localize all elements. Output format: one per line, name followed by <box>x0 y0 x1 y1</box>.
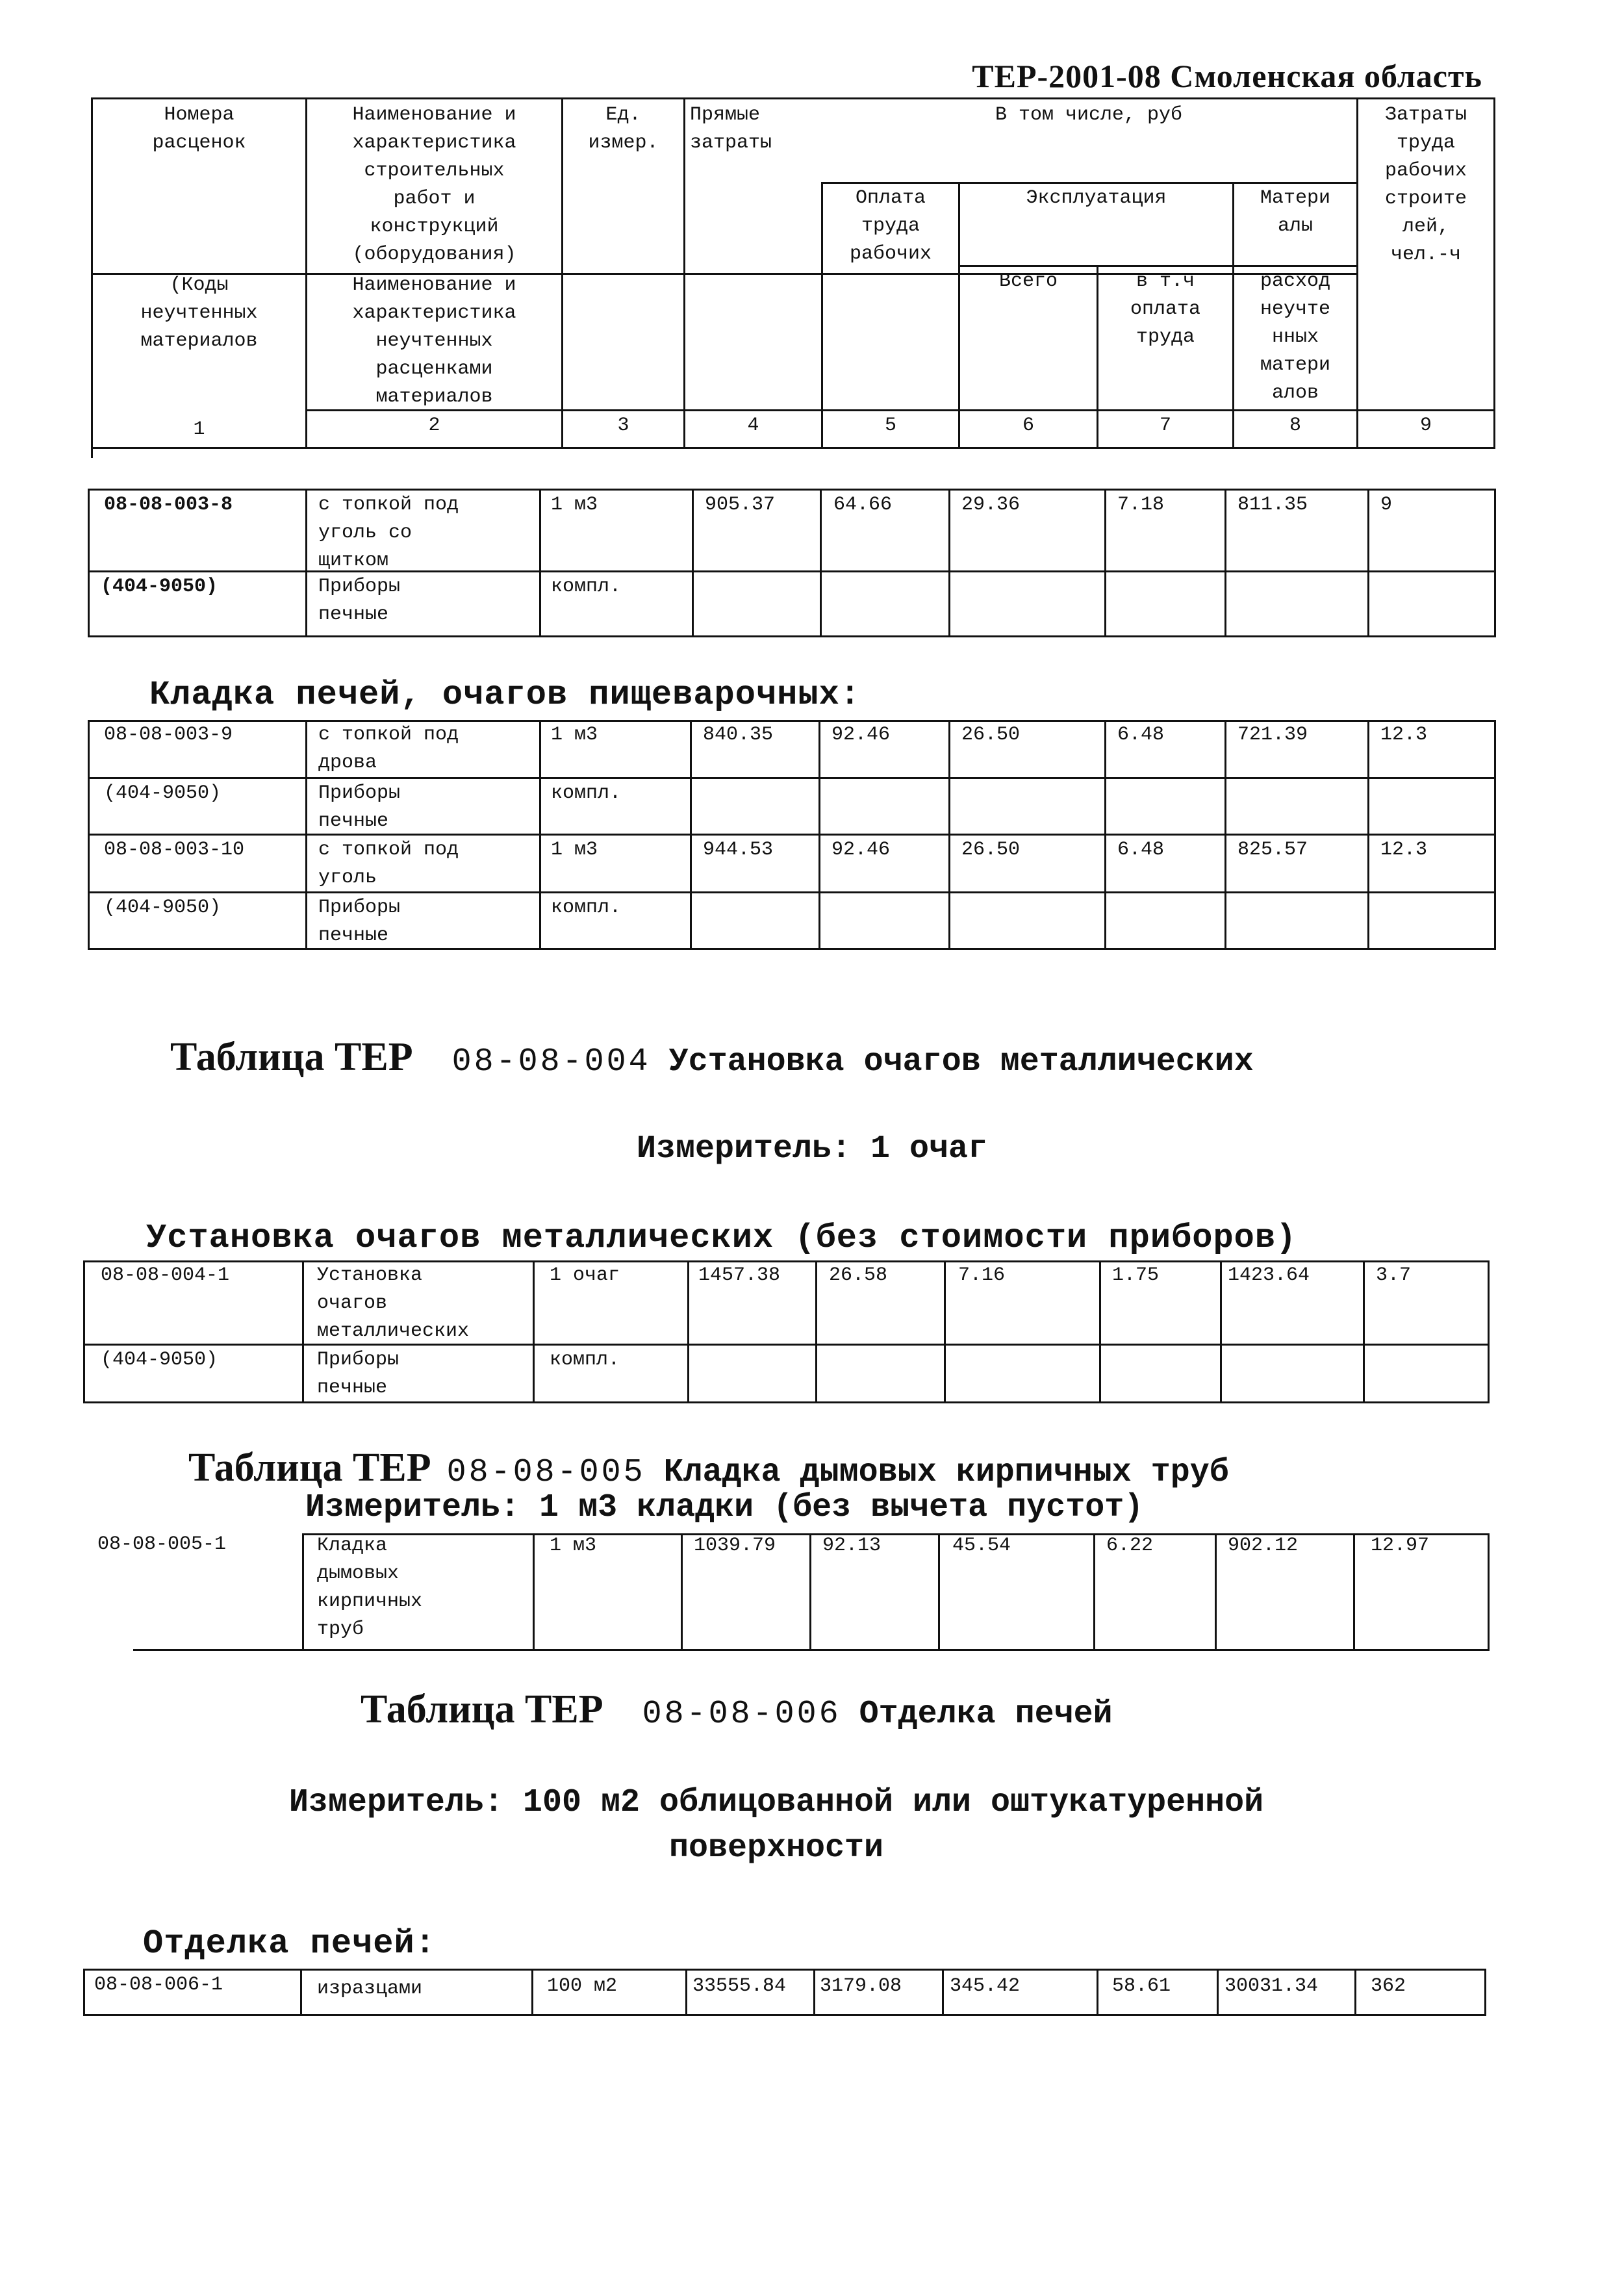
worker-hours: 12.97 <box>1371 1535 1430 1557</box>
material-name-l2: печные <box>317 1377 388 1399</box>
section-heading-hearths: Установка очагов металлических (без стоимости приборов) <box>146 1219 1297 1257</box>
table-code: 08-08-006 <box>642 1696 841 1733</box>
header-col6: Всего <box>998 270 1058 292</box>
materials: 825.57 <box>1237 839 1308 861</box>
rate-code: 08-08-003-10 <box>104 839 245 861</box>
header-col2-top-l3: строительных <box>364 160 505 182</box>
table-label: Таблица ТЕР <box>188 1446 431 1490</box>
header-col1-top-l1: Номера <box>164 104 235 126</box>
table-005-title <box>188 1445 1229 1491</box>
col-number-9: 9 <box>1419 415 1432 437</box>
work-name-l2: очагов <box>317 1292 388 1314</box>
header-col5-l3: рабочих <box>849 243 932 265</box>
table-004-measure: Измеритель: 1 очаг <box>636 1131 988 1168</box>
header-col2-bottom-l2: характеристика <box>352 302 516 324</box>
material-code: (404-9050) <box>104 782 222 804</box>
material-name-l1: Приборы <box>318 782 401 804</box>
work-name-l3: щитком <box>318 550 389 572</box>
unit: 1 м3 <box>550 1535 597 1557</box>
material-name-l2: печные <box>318 604 389 626</box>
labor-wages: 26.58 <box>829 1264 888 1286</box>
header-col4-l2: затраты <box>690 132 772 154</box>
work-name-l2: уголь со <box>318 522 412 544</box>
exploitation-labor: 6.48 <box>1117 724 1165 746</box>
worker-hours: 12.3 <box>1380 839 1428 861</box>
exploitation-labor: 6.22 <box>1106 1535 1154 1557</box>
header-col9-l5: лей, <box>1402 216 1449 238</box>
table-label: Таблица ТЕР <box>361 1687 603 1731</box>
work-name-l1: Кладка <box>317 1535 388 1557</box>
work-name-l1: Установка <box>317 1264 423 1286</box>
col-number-3: 3 <box>617 415 629 437</box>
exploitation-labor: 6.48 <box>1117 839 1165 861</box>
header-col8-bottom-l1: расход <box>1260 270 1331 292</box>
table-name: Кладка дымовых кирпичных труб <box>663 1454 1229 1491</box>
unit: 100 м2 <box>547 1975 618 1997</box>
col-number-5: 5 <box>884 415 896 437</box>
exploitation-labor: 7.18 <box>1117 494 1165 516</box>
header-col9-l1: Затраты <box>1384 104 1467 126</box>
table-code: 08-08-005 <box>446 1454 646 1491</box>
direct-costs: 33555.84 <box>692 1975 787 1997</box>
section-heading-finishing: Отделка печей: <box>143 1924 436 1963</box>
direct-costs: 1457.38 <box>698 1264 781 1286</box>
material-code: (404-9050) <box>101 576 218 598</box>
header-col2-bottom-l4: расценками <box>375 358 493 380</box>
labor-wages: 92.13 <box>822 1535 882 1557</box>
header-col9-l6: чел.-ч <box>1390 244 1462 266</box>
header-col2-bottom-l3: неучтенных <box>375 330 493 352</box>
unit: 1 м3 <box>551 839 598 861</box>
section-heading-furnaces: Кладка печей, очагов пищеварочных: <box>149 676 861 714</box>
header-col9-l3: рабочих <box>1384 160 1467 182</box>
unit: компл. <box>551 782 622 804</box>
table-005-measure: Измеритель: 1 м3 кладки (без вычета пустот) <box>305 1489 1144 1526</box>
work-name-l1: изразцами <box>317 1978 423 2000</box>
col-number-6: 6 <box>1022 415 1034 437</box>
direct-costs: 905.37 <box>705 494 776 516</box>
header-span-label: В том числе, руб <box>995 104 1183 126</box>
work-name-l3: кирпичных <box>317 1591 423 1613</box>
header-col2-bottom-l5: материалов <box>375 386 493 408</box>
header-col2-top-l6: (оборудования) <box>352 244 516 266</box>
work-name-l2: дрова <box>318 752 377 774</box>
material-code: (404-9050) <box>101 1349 218 1371</box>
rate-code: 08-08-003-9 <box>104 724 233 746</box>
materials: 902.12 <box>1228 1535 1299 1557</box>
unit: компл. <box>551 897 622 919</box>
header-col2-top-l2: характеристика <box>352 132 516 154</box>
unit: 1 очаг <box>550 1264 620 1286</box>
work-name-l1: с топкой под <box>318 494 459 516</box>
header-col1-bottom-l1: (Коды <box>170 274 229 296</box>
rate-code: 08-08-003-8 <box>104 494 233 516</box>
exploitation-labor: 1.75 <box>1112 1264 1160 1286</box>
worker-hours: 12.3 <box>1380 724 1428 746</box>
work-name-l2: дымовых <box>317 1563 400 1585</box>
header-col9-l2: труда <box>1396 132 1455 154</box>
header-col2-top-l1: Наименование и <box>352 104 516 126</box>
exploitation-total: 26.50 <box>961 839 1021 861</box>
header-col1-bottom-l3: материалов <box>140 330 258 352</box>
labor-wages: 3179.08 <box>820 1975 902 1997</box>
materials: 1423.64 <box>1228 1264 1310 1286</box>
header-col8-bottom-l4: матери <box>1260 354 1331 376</box>
table-006-title <box>361 1687 1113 1733</box>
col-number-7: 7 <box>1159 415 1171 437</box>
header-col1-bottom-l2: неучтенных <box>140 302 258 324</box>
header-col7-l2: оплата <box>1130 298 1201 320</box>
header-col2-bottom-l1: Наименование и <box>352 274 516 296</box>
header-col2-top-l4: работ и <box>393 188 476 210</box>
header-col2-top-l5: конструкций <box>370 216 499 238</box>
direct-costs: 944.53 <box>703 839 774 861</box>
materials: 721.39 <box>1237 724 1308 746</box>
work-name-l4: труб <box>317 1618 364 1641</box>
materials: 30031.34 <box>1224 1975 1319 1997</box>
header-exploitation-label: Эксплуатация <box>1026 187 1167 209</box>
materials: 811.35 <box>1237 494 1308 516</box>
direct-costs: 840.35 <box>703 724 774 746</box>
table-004-title <box>170 1034 1254 1080</box>
col-number-2: 2 <box>428 415 440 437</box>
header-col4-l1: Прямые <box>690 104 761 126</box>
material-name-l1: Приборы <box>317 1349 400 1371</box>
header-col9-l4: строите <box>1384 188 1467 210</box>
unit: компл. <box>550 1349 620 1371</box>
work-name-l3: металлических <box>317 1320 470 1342</box>
exploitation-total: 7.16 <box>958 1264 1006 1286</box>
rate-code: 08-08-006-1 <box>94 1974 223 1996</box>
header-col8-bottom-l3: нных <box>1271 326 1319 348</box>
table-code: 08-08-004 <box>451 1043 651 1080</box>
material-code: (404-9050) <box>104 897 222 919</box>
rate-code: 08-08-005-1 <box>97 1533 227 1555</box>
document-title: ТЕР-2001-08 Смоленская область <box>972 58 1482 94</box>
table-name: Установка очагов металлических <box>668 1043 1254 1080</box>
rate-code: 08-08-004-1 <box>101 1264 230 1286</box>
worker-hours: 362 <box>1371 1975 1406 1997</box>
worker-hours: 9 <box>1380 494 1393 516</box>
header-col1-top-l2: расценок <box>152 132 246 154</box>
header-col5-l2: труда <box>861 215 920 237</box>
header-col8-top-l2: алы <box>1277 215 1313 237</box>
unit: компл. <box>551 576 622 598</box>
exploitation-total: 45.54 <box>952 1535 1011 1557</box>
direct-costs: 1039.79 <box>694 1535 776 1557</box>
exploitation-total: 29.36 <box>961 494 1021 516</box>
header-col5-l1: Оплата <box>855 187 926 209</box>
work-name-l1: с топкой под <box>318 839 459 861</box>
unit: 1 м3 <box>551 494 598 516</box>
exploitation-labor: 58.61 <box>1112 1975 1171 1997</box>
labor-wages: 92.46 <box>831 724 891 746</box>
table-label: Таблица ТЕР <box>170 1035 413 1079</box>
material-name-l2: печные <box>318 810 389 832</box>
header-col7-l3: труда <box>1136 326 1195 348</box>
exploitation-total: 345.42 <box>950 1975 1021 1997</box>
table-006-measure-line1: Измеритель: 100 м2 облицованной или оштукатуренной <box>288 1784 1264 1821</box>
table-006-measure-line2: поверхности <box>668 1830 884 1867</box>
labor-wages: 64.66 <box>833 494 893 516</box>
header-col8-bottom-l5: алов <box>1271 382 1319 404</box>
col-number-1: 1 <box>193 418 205 441</box>
unit: 1 м3 <box>551 724 598 746</box>
col-number-4: 4 <box>747 415 759 437</box>
header-col8-top-l1: Матери <box>1260 187 1331 209</box>
work-name-l2: уголь <box>318 867 377 889</box>
col-number-8: 8 <box>1289 415 1301 437</box>
header-col8-bottom-l2: неучте <box>1260 298 1331 320</box>
worker-hours: 3.7 <box>1376 1264 1412 1286</box>
material-name-l1: Приборы <box>318 897 401 919</box>
header-col3-l1: Ед. <box>605 104 641 126</box>
table-name: Отделка печей <box>859 1696 1113 1733</box>
material-name-l1: Приборы <box>318 576 401 598</box>
header-col3-l2: измер. <box>588 132 659 154</box>
exploitation-total: 26.50 <box>961 724 1021 746</box>
labor-wages: 92.46 <box>831 839 891 861</box>
header-col7-l1: в т.ч <box>1136 270 1195 292</box>
work-name-l1: с топкой под <box>318 724 459 746</box>
material-name-l2: печные <box>318 925 389 947</box>
